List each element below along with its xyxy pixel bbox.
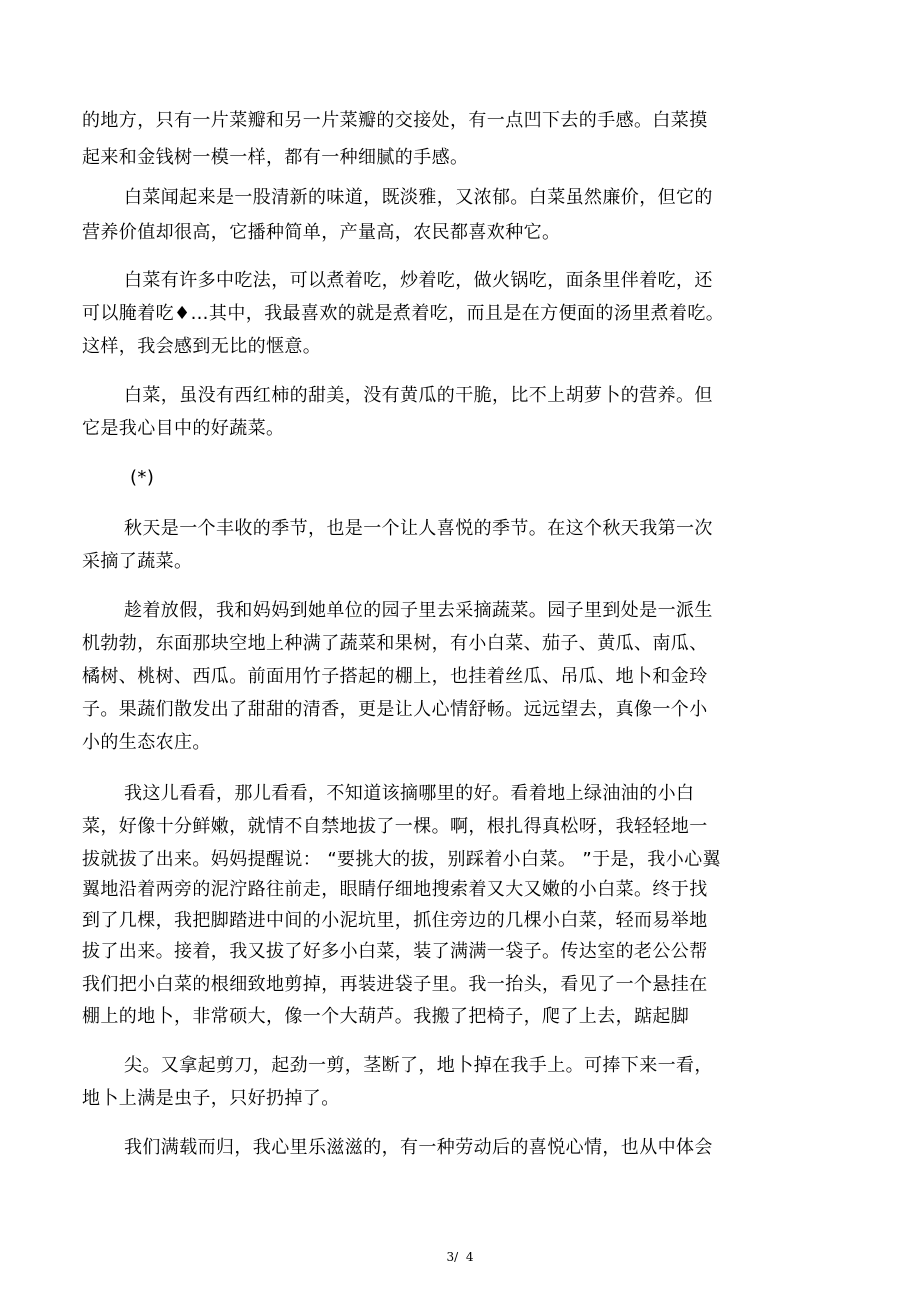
text-line: 翼地沿着两旁的泥泞路往前走，眼睛仔细地搜索着又大又嫩的小白菜。终于找 xyxy=(82,879,708,900)
text-line: 橘树、桃树、西瓜。前面用竹子搭起的棚上，也挂着丝瓜、吊瓜、地卜和金玲 xyxy=(82,666,708,687)
text-line: 可以腌着吃♦…其中，我最喜欢的就是煮着吃，而且是在方便面的汤里煮着吃。 xyxy=(82,303,725,324)
text-line: 拔就拔了出来。妈妈提醒说： “要挑大的拔，别踩着小白菜。 ”于是，我小心翼 xyxy=(82,849,721,870)
text-line: 它是我心目中的好蔬菜。 xyxy=(82,418,285,439)
section-marker: (*) xyxy=(130,467,155,488)
text-line: 白菜有许多中吃法，可以煮着吃，炒着吃，做火锅吃，面条里伴着吃，还 xyxy=(124,270,713,291)
text-line: 地卜上满是虫子，只好扔掉了。 xyxy=(82,1088,340,1109)
text-line: 子。果蔬们散发出了甜甜的清香，更是让人心情舒畅。远远望去，真像一个小 xyxy=(82,699,708,720)
text-line: 白菜闻起来是一股清新的味道，既淡雅，又浓郁。白菜虽然廉价，但它的 xyxy=(124,187,713,208)
text-line: 尖。又拿起剪刀，起劲一剪，茎断了，地卜掉在我手上。可捧下来一看， xyxy=(124,1055,713,1076)
text-line: 起来和金钱树一模一样，都有一种细腻的手感。 xyxy=(82,147,469,168)
text-line: 秋天是一个丰收的季节，也是一个让人喜悦的季节。在这个秋天我第一次 xyxy=(124,518,713,539)
text-line: 营养价值却很高，它播种简单，产量高，农民都喜欢种它。 xyxy=(82,222,561,243)
text-line: 机勃勃，东面那块空地上种满了蔬菜和果树，有小白菜、茄子、黄瓜、南瓜、 xyxy=(82,633,708,654)
text-line: 趁着放假，我和妈妈到她单位的园子里去采摘蔬菜。园子里到处是一派生 xyxy=(124,600,713,621)
text-line: 棚上的地卜，非常硕大，像一个大葫芦。我搬了把椅子，爬了上去，踮起脚 xyxy=(82,1006,690,1027)
text-line: 到了几棵，我把脚踏进中间的小泥坑里，抓住旁边的几棵小白菜，轻而易举地 xyxy=(82,910,708,931)
text-line: 拔了出来。接着，我又拔了好多小白菜，装了满满一袋子。传达室的老公公帮 xyxy=(82,941,708,962)
text-line: 白菜，虽没有西红柿的甜美，没有黄瓜的干脆，比不上胡萝卜的营养。但 xyxy=(124,385,713,406)
text-line: 我这儿看看，那儿看看，不知道该摘哪里的好。看着地上绿油油的小白 xyxy=(124,783,695,804)
page-number: 3/ 4 xyxy=(446,1250,474,1264)
text-line: 小的生态农庄。 xyxy=(82,732,211,753)
text-line: 的地方，只有一片菜瓣和另一片菜瓣的交接处，有一点凹下去的手感。白菜摸 xyxy=(82,110,708,131)
text-line: 我们把小白菜的根细致地剪掉，再装进袋子里。我一抬头，看见了一个悬挂在 xyxy=(82,974,708,995)
text-line: 采摘了蔬菜。 xyxy=(82,551,193,572)
text-line: 我们满载而归，我心里乐滋滋的，有一种劳动后的喜悦心情，也从中体会 xyxy=(124,1137,713,1158)
text-line: 菜，好像十分鲜嫩，就情不自禁地拔了一棵。啊，根扎得真松呀，我轻轻地一 xyxy=(82,816,708,837)
text-line: 这样，我会感到无比的惬意。 xyxy=(82,336,322,357)
